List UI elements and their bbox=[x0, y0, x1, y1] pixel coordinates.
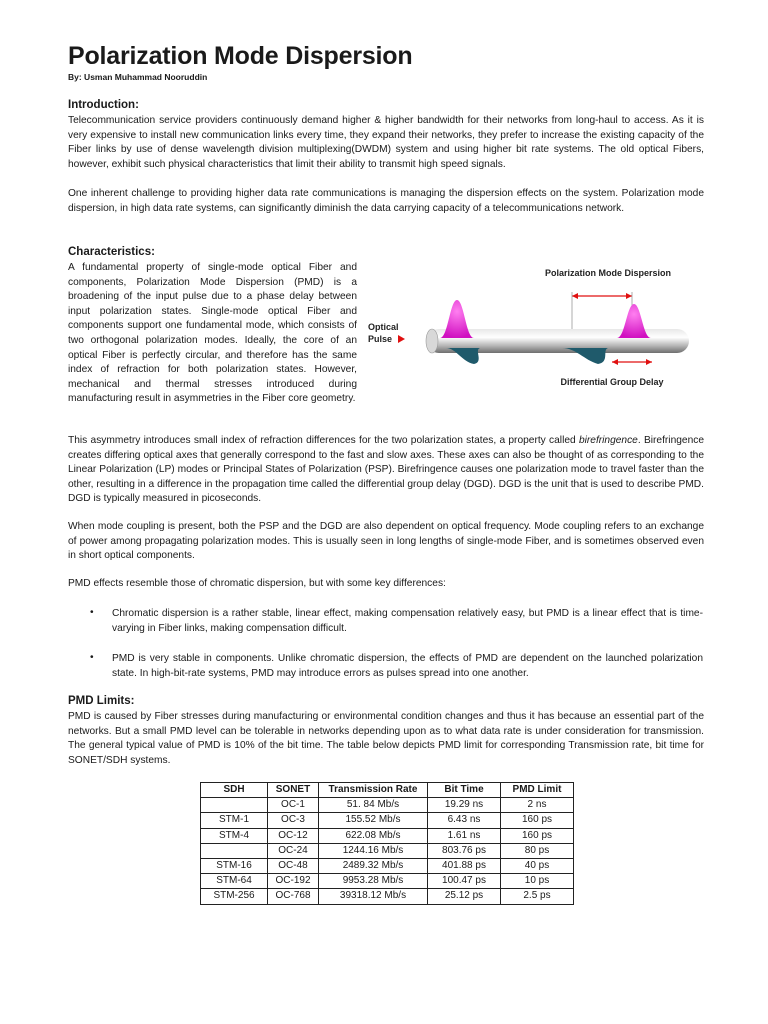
label-optical: Optical bbox=[368, 322, 399, 332]
cell-bit-time: 401.88 ps bbox=[428, 858, 501, 873]
cell-sonet: OC-48 bbox=[268, 858, 319, 873]
header-transmission-rate: Transmission Rate bbox=[319, 783, 428, 798]
fiber-end bbox=[426, 329, 438, 353]
characteristics-paragraph-1: A fundamental property of single-mode optical Fiber and components, Polarization Mode Dispersion (PMD) is a broadening of the input pulse due to a phase delay between input polarization states. Single-mode optical Fiber and components support one fundamental mode, which consists of two orthogonal polarization modes. Ideally, the core of an optical Fiber is perfectly circular, and therefore has the same index of refraction for both polarization states. However, mechanical and thermal stresses introduced during manufacturing result in asymmetries in the Fiber core geometry. bbox=[68, 262, 357, 405]
cell-pmd-limit: 2.5 ps bbox=[501, 889, 574, 904]
cell-pmd-limit: 80 ps bbox=[501, 843, 574, 858]
cell-sonet: OC-3 bbox=[268, 813, 319, 828]
bullet-marker-2: • bbox=[90, 652, 94, 663]
cell-pmd-limit: 40 ps bbox=[501, 858, 574, 873]
table-row bbox=[201, 889, 574, 904]
table-row bbox=[201, 874, 574, 889]
cell-sdh: STM-4 bbox=[201, 828, 268, 843]
cell-sonet: OC-768 bbox=[268, 889, 319, 904]
table-row bbox=[201, 798, 574, 813]
cell-pmd-limit: 2 ns bbox=[501, 798, 574, 813]
cell-bit-time: 100.47 ps bbox=[428, 874, 501, 889]
introduction-paragraph-1: Telecommunication service providers continuously demand higher & higher bandwidth for their networks from long-haul to access. As it is very expensive to install new communication links every time, they expand their networks, they prefer to increase the existing capacity of the Fiber links by use of dense wavelength division multiplexing(DWDM) system and using higher bit rate systems. The old optical Fibers, however, exhibit such physical characteristics that limit their ability to transmit high speed signals. bbox=[68, 115, 704, 170]
p2-text-before: This asymmetry introduces small index of refraction differences for the two polarization states, a property called bbox=[68, 435, 579, 446]
cell-rate: 51. 84 Mb/s bbox=[319, 798, 428, 813]
characteristics-paragraph-2 bbox=[68, 434, 704, 507]
output-pulse-fast bbox=[617, 304, 651, 338]
header-pmd-limit: PMD Limit bbox=[501, 783, 574, 798]
input-pulse bbox=[440, 300, 474, 338]
cell-sdh: STM-64 bbox=[201, 874, 268, 889]
label-dgd: Differential Group Delay bbox=[560, 377, 664, 387]
cell-sdh bbox=[201, 798, 268, 813]
bullet-item-1: Chromatic dispersion is a rather stable, linear effect, making compensation relatively easy, but PMD is a linear effect that is time-varying in Fiber links, making compensation difficult. bbox=[112, 608, 703, 634]
cell-sonet: OC-192 bbox=[268, 874, 319, 889]
label-pulse: Pulse bbox=[368, 334, 393, 344]
cell-bit-time: 6.43 ns bbox=[428, 813, 501, 828]
pulse-arrow-icon bbox=[398, 335, 405, 343]
arrowhead-left-bottom bbox=[612, 359, 618, 365]
table-row bbox=[201, 828, 574, 843]
cell-sonet: OC-24 bbox=[268, 843, 319, 858]
characteristics-paragraph-4: PMD effects resemble those of chromatic dispersion, but with some key differences: bbox=[68, 578, 446, 589]
pmd-limits-paragraph: PMD is caused by Fiber stresses during manufacturing or environmental condition changes and thus it has because an essential part of the networks. But a small PMD level can be tolerable in networks depending upon as to what data rate is under consideration for transmission. The general typical value of PMD is 10% of the bit time. The table below depicts PMD limit for corresponding Transmission rate, bit time for SONET/SDH systems. bbox=[68, 711, 704, 766]
pmd-limits-heading: PMD Limits: bbox=[68, 695, 135, 707]
bullet-item-2: PMD is very stable in components. Unlike chromatic dispersion, the effects of PMD are dependent on the launched polarization state. In high-bit-rate systems, PMD may introduce errors as pulses spread into one another. bbox=[112, 653, 703, 679]
pmd-limits-table bbox=[200, 782, 574, 905]
cell-bit-time: 19.29 ns bbox=[428, 798, 501, 813]
cell-rate: 2489.32 Mb/s bbox=[319, 858, 428, 873]
birefringence-term: birefringence bbox=[578, 435, 638, 446]
p2-text-after: . Birefringence creates differing optical axes that generally correspond to the fast and slow axes. These axes can also be thought of as corresponding to the Linear Polarization (LP) modes or Principal States of Polarization (PSP). Birefringence causes one polarization mode to travel faster than the other, resulting in a difference in the propagation time called the differential group delay (DGD). DGD is the unit that is used to describe PMD. DGD is typically measured in picoseconds. bbox=[68, 435, 704, 505]
cell-bit-time: 25.12 ps bbox=[428, 889, 501, 904]
pmd-diagram bbox=[362, 254, 702, 404]
header-sonet: SONET bbox=[268, 783, 319, 798]
header-sdh: SDH bbox=[201, 783, 268, 798]
pmd-diagram-svg bbox=[362, 254, 702, 404]
cell-rate: 622.08 Mb/s bbox=[319, 828, 428, 843]
cell-rate: 9953.28 Mb/s bbox=[319, 874, 428, 889]
author-line: By: Usman Muhammad Nooruddin bbox=[68, 72, 208, 82]
characteristics-paragraph-3: When mode coupling is present, both the PSP and the DGD are also dependent on optical frequency. Mode coupling refers to an exchange of power among propagating polarization modes. This is usually seen in long lengths of single-mode Fiber, and is sometimes observed even in short optical components. bbox=[68, 521, 704, 562]
arrowhead-right-bottom bbox=[646, 359, 652, 365]
cell-bit-time: 1.61 ns bbox=[428, 828, 501, 843]
cell-pmd-limit: 160 ps bbox=[501, 813, 574, 828]
cell-sdh: STM-256 bbox=[201, 889, 268, 904]
introduction-heading: Introduction: bbox=[68, 99, 139, 111]
cell-sonet: OC-1 bbox=[268, 798, 319, 813]
table-row bbox=[201, 813, 574, 828]
table-row bbox=[201, 843, 574, 858]
header-bit-time: Bit Time bbox=[428, 783, 501, 798]
page-title: Polarization Mode Dispersion bbox=[68, 42, 413, 70]
cell-rate: 1244.16 Mb/s bbox=[319, 843, 428, 858]
cell-rate: 39318.12 Mb/s bbox=[319, 889, 428, 904]
arrowhead-left-top bbox=[572, 293, 578, 299]
cell-bit-time: 803.76 ps bbox=[428, 843, 501, 858]
table-header-row bbox=[201, 783, 574, 798]
arrowhead-right-top bbox=[626, 293, 632, 299]
cell-sdh: STM-16 bbox=[201, 858, 268, 873]
cell-rate: 155.52 Mb/s bbox=[319, 813, 428, 828]
table-row bbox=[201, 858, 574, 873]
cell-sonet: OC-12 bbox=[268, 828, 319, 843]
characteristics-heading: Characteristics: bbox=[68, 246, 155, 258]
cell-sdh bbox=[201, 843, 268, 858]
cell-pmd-limit: 10 ps bbox=[501, 874, 574, 889]
cell-pmd-limit: 160 ps bbox=[501, 828, 574, 843]
diagram-title: Polarization Mode Dispersion bbox=[544, 268, 672, 278]
introduction-paragraph-2: One inherent challenge to providing higher data rate communications is managing the dispersion effects on the system. Polarization mode dispersion, in high data rate systems, can significantly diminish the data carrying capacity of a telecommunications network. bbox=[68, 188, 704, 214]
cell-sdh: STM-1 bbox=[201, 813, 268, 828]
bullet-marker-1: • bbox=[90, 607, 94, 618]
